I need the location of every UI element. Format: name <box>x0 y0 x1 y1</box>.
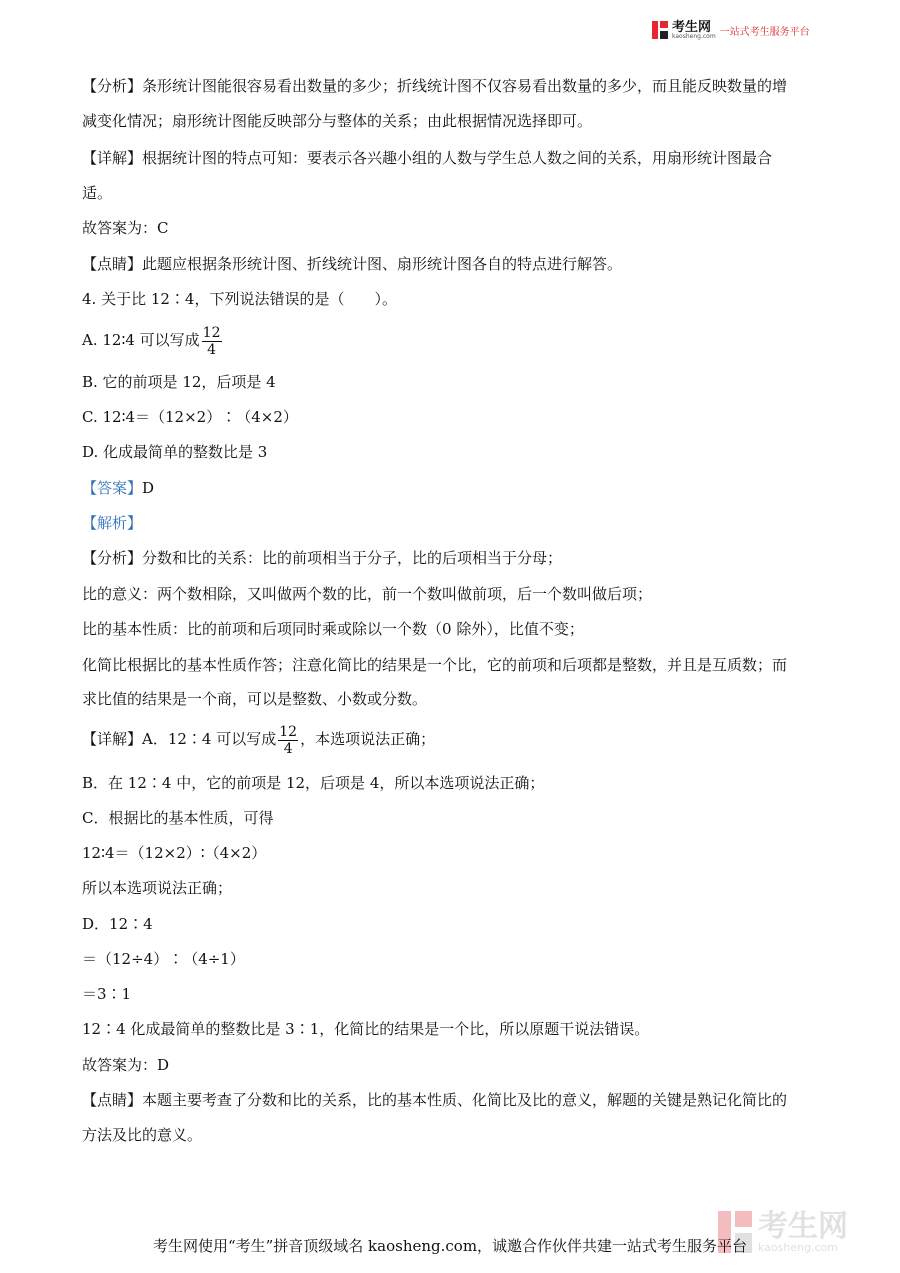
watermark-name: 考生网 <box>758 1208 848 1244</box>
text-line: 适。 <box>82 184 113 202</box>
text-line: ＝3∶1 <box>82 985 132 1003</box>
logo-name: 考生网 <box>672 19 712 35</box>
text-line: 比的基本性质：比的前项和后项同时乘或除以一个数（0 除外），比值不变； <box>82 620 584 638</box>
text-line: B．在 12∶4 中，它的前项是 12，后项是 4，所以本选项说法正确； <box>82 774 545 792</box>
detail-a-text: 【详解】A．12∶4 可以写成 <box>82 730 277 748</box>
text-line: D．12∶4 <box>82 915 153 933</box>
text-line: 化简比根据比的基本性质作答；注意化简比的结果是一个比，它的前项和后项都是整数，并且是互质数；而 <box>82 656 788 674</box>
detail-a-tail: ，本选项说法正确； <box>300 730 436 748</box>
text-line: ＝（12÷4）∶（4÷1） <box>82 950 245 968</box>
fraction <box>278 724 298 757</box>
text-line: 减变化情况；扇形统计图能反映部分与整体的关系；由此根据情况选择即可。 <box>82 112 593 130</box>
fraction <box>202 325 222 358</box>
text-line: 【分析】条形统计图能很容易看出数量的多少；折线统计图不仅容易看出数量的多少，而且能反映数量的增 <box>82 77 788 95</box>
detail-a <box>82 721 435 757</box>
text-line: 【详解】根据统计图的特点可知：要表示各兴趣小组的人数与学生总人数之间的关系，用扇形统计图最合 <box>82 149 773 167</box>
option-a <box>82 322 224 358</box>
option-b: B. 它的前项是 12，后项是 4 <box>82 373 276 391</box>
option-a-text: A. 12∶4 可以写成 <box>82 331 200 349</box>
text-line: 【点睛】本题主要考查了分数和比的关系，比的基本性质、化简比及比的意义，解题的关键是熟记化简比的 <box>82 1091 788 1109</box>
option-d: D. 化成最简单的整数比是 3 <box>82 443 268 461</box>
option-c: C. 12∶4＝（12×2）∶（4×2） <box>82 408 298 426</box>
fraction-denominator: 4 <box>207 341 217 358</box>
watermark-domain: kaosheng.com <box>758 1240 839 1254</box>
fraction-numerator: 12 <box>279 723 298 740</box>
text-line: 故答案为：C <box>82 219 169 237</box>
question-title: 4. 关于比 12∶4，下列说法错误的是（ ）。 <box>82 290 397 308</box>
kaosheng-logo-icon <box>652 21 668 39</box>
text-line: 【分析】分数和比的关系：比的前项相当于分子，比的后项相当于分母； <box>82 549 563 567</box>
answer-tag: 【答案】 <box>82 479 143 497</box>
answer-value: D <box>142 479 155 497</box>
fraction-numerator: 12 <box>202 324 221 341</box>
text-line: 12∶4 化成最简单的整数比是 3∶1，化简比的结果是一个比，所以原题干说法错误。 <box>82 1020 650 1038</box>
text-line: 比的意义：两个数相除，又叫做两个数的比，前一个数叫做前项，后一个数叫做后项； <box>82 585 653 603</box>
fraction-denominator: 4 <box>283 740 293 757</box>
page-footer: 考生网使用“考生”拼音顶级域名 kaosheng.com，诚邀合作伙伴共建一站式考生服务平台 <box>152 1237 748 1255</box>
text-line: 故答案为：D <box>82 1056 170 1074</box>
text-line: 所以本选项说法正确； <box>82 879 233 897</box>
header-slogan: 一站式考生服务平台 <box>719 26 810 38</box>
header-logo <box>652 18 822 42</box>
text-line: 12∶4＝（12×2）∶（4×2） <box>82 844 267 862</box>
logo-domain: kaosheng.com <box>672 32 716 40</box>
text-line: C．根据比的基本性质，可得 <box>82 809 274 827</box>
text-line: 求比值的结果是一个商，可以是整数、小数或分数。 <box>82 690 428 708</box>
analysis-tag: 【解析】 <box>82 514 143 532</box>
answer-line <box>82 478 154 498</box>
text-line: 【点睛】此题应根据条形统计图、折线统计图、扇形统计图各自的特点进行解答。 <box>82 255 623 273</box>
text-line: 方法及比的意义。 <box>82 1126 203 1144</box>
